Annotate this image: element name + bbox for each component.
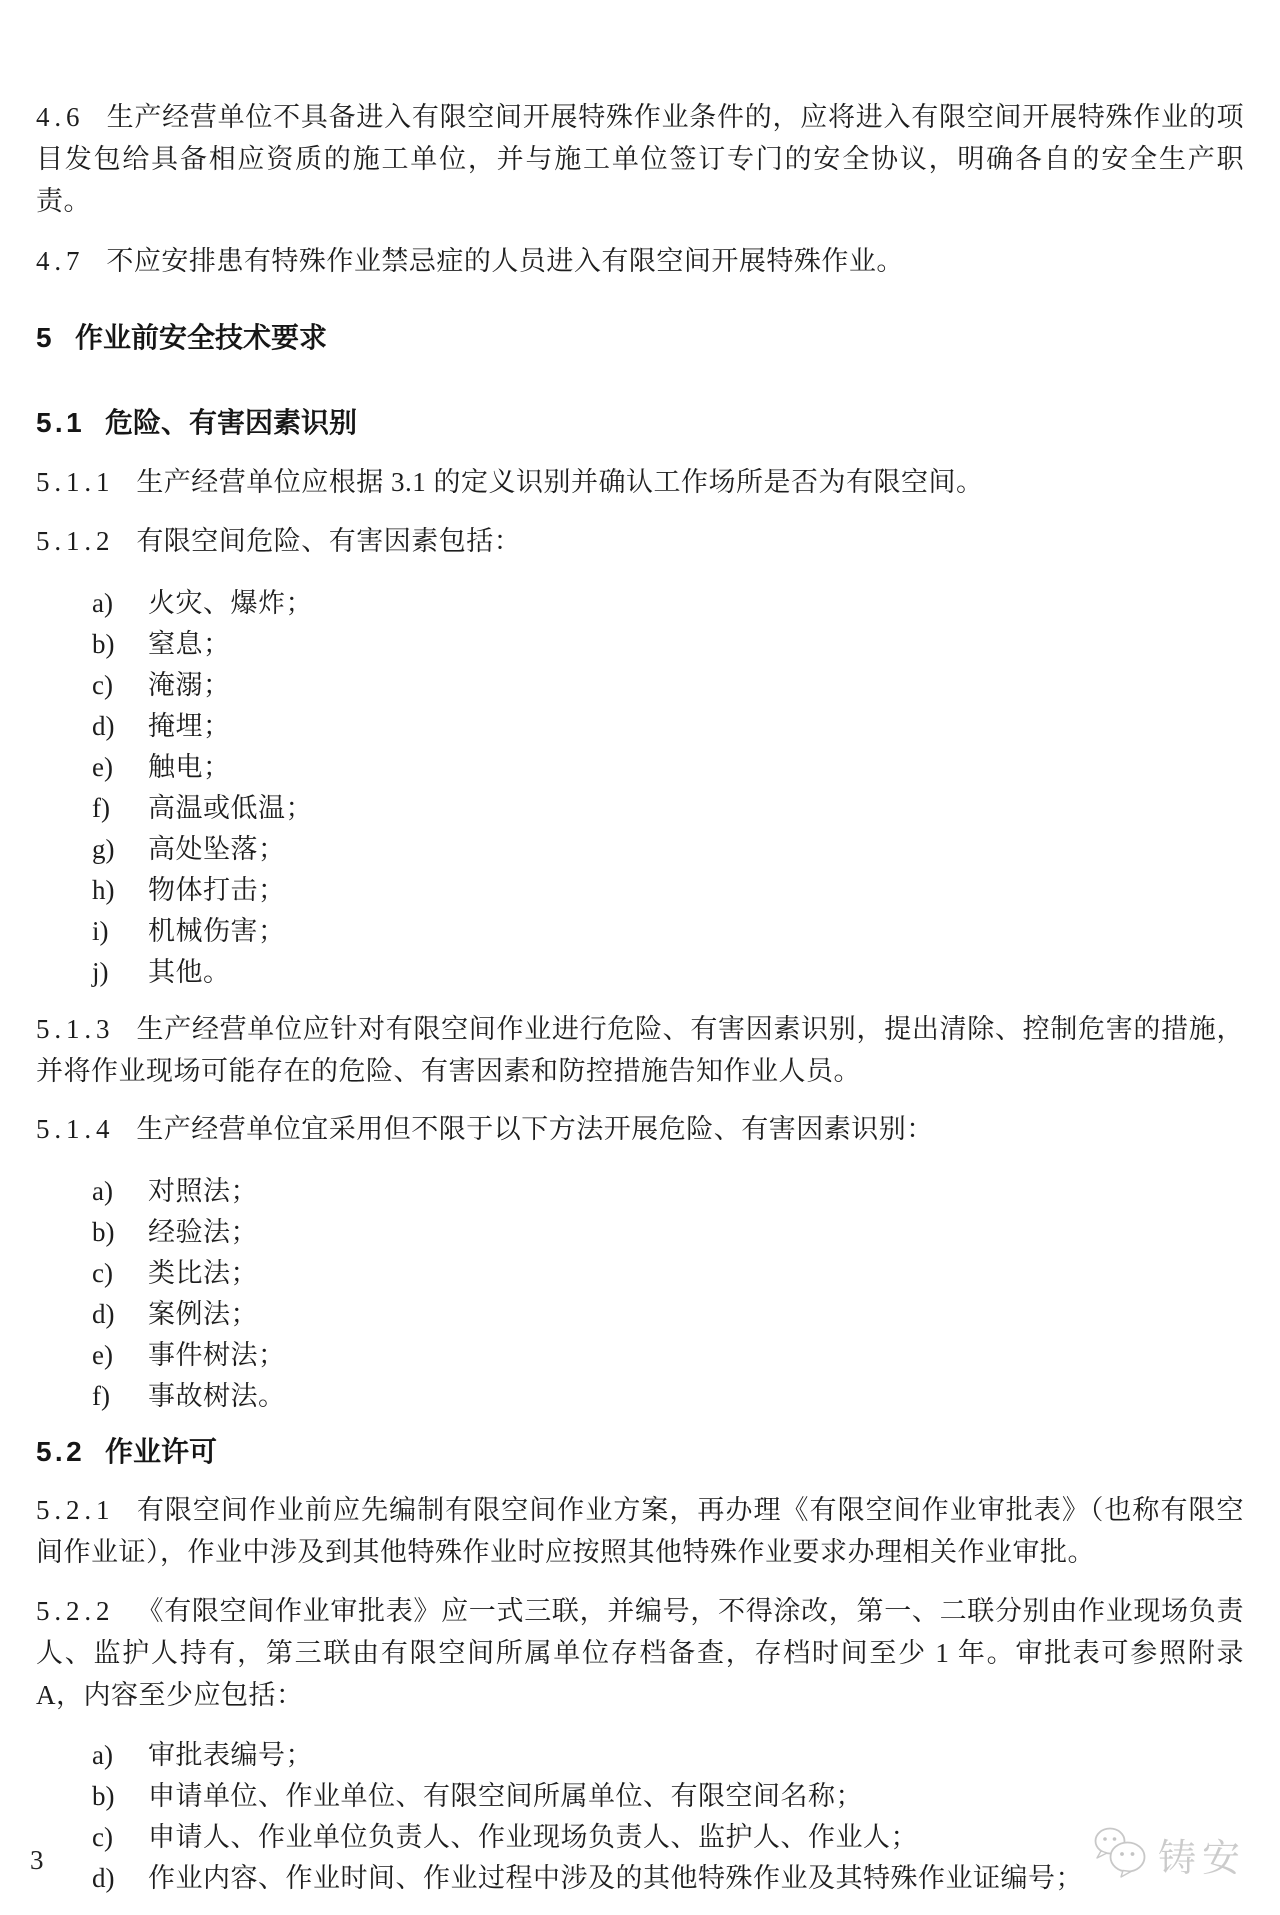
clause-5-1-2 bbox=[36, 520, 1244, 562]
clause-number: 5.1.4 bbox=[36, 1114, 115, 1144]
list-marker: c) bbox=[92, 670, 113, 700]
list-text: 作业内容、作业时间、作业过程中涉及的其他特殊作业及其特殊作业证编号； bbox=[148, 1863, 1083, 1893]
list-text: 窒息； bbox=[148, 629, 231, 659]
list-item bbox=[92, 1376, 1244, 1417]
clause-4-7 bbox=[36, 240, 1244, 282]
page-number: 3 bbox=[30, 1845, 44, 1875]
list-marker: e) bbox=[92, 752, 113, 782]
clause-number: 5.1.3 bbox=[36, 1014, 115, 1044]
clause-number: 5.1.2 bbox=[36, 526, 115, 556]
clause-text: 有限空间危险、有害因素包括： bbox=[136, 526, 522, 556]
list-item bbox=[92, 1817, 1244, 1858]
list-item bbox=[92, 1776, 1244, 1817]
section-number: 5.2 bbox=[36, 1436, 86, 1467]
wechat-bubbles-icon bbox=[1092, 1826, 1148, 1883]
clause-text: 有限空间作业前应先编制有限空间作业方案，再办理《有限空间作业审批表》（也称有限空间作业证），作业中涉及到其他特殊作业时应按照其他特殊作业要求办理相关作业审批。 bbox=[36, 1495, 1244, 1567]
list-text: 案例法； bbox=[148, 1299, 258, 1329]
list-item bbox=[92, 665, 1244, 706]
list-item bbox=[92, 870, 1244, 911]
list-item bbox=[92, 1735, 1244, 1776]
list-text: 事故树法。 bbox=[148, 1381, 286, 1411]
section-number: 5 bbox=[36, 322, 55, 353]
list-text: 申请人、作业单位负责人、作业现场负责人、监护人、作业人； bbox=[148, 1822, 918, 1852]
list-text: 类比法； bbox=[148, 1258, 258, 1288]
list-text: 经验法； bbox=[148, 1217, 258, 1247]
list-marker: d) bbox=[92, 711, 115, 741]
list-item bbox=[92, 1171, 1244, 1212]
list-item bbox=[92, 788, 1244, 829]
section-heading-5-1 bbox=[36, 402, 1244, 444]
section-heading-5 bbox=[36, 317, 1244, 359]
clause-text: 生产经营单位宜采用但不限于以下方法开展危险、有害因素识别： bbox=[136, 1114, 934, 1144]
list-item bbox=[92, 706, 1244, 747]
section-title: 危险、有害因素识别 bbox=[105, 407, 358, 438]
list-marker: a) bbox=[92, 1176, 113, 1206]
section-title: 作业许可 bbox=[105, 1436, 218, 1467]
list-marker: b) bbox=[92, 1781, 115, 1811]
section-number: 5.1 bbox=[36, 407, 86, 438]
list-item bbox=[92, 829, 1244, 870]
list-marker: f) bbox=[92, 1381, 110, 1411]
list-marker: i) bbox=[92, 916, 109, 946]
clause-text: 生产经营单位不具备进入有限空间开展特殊作业条件的，应将进入有限空间开展特殊作业的项目发包给具备相应资质的施工单位，并与施工单位签订专门的安全协议，明确各自的安全生产职责。 bbox=[36, 102, 1244, 216]
list-marker: c) bbox=[92, 1258, 113, 1288]
section-title: 作业前安全技术要求 bbox=[74, 322, 327, 353]
list-text: 火灾、爆炸； bbox=[148, 588, 313, 618]
clause-number: 5.2.2 bbox=[36, 1596, 115, 1626]
clause-5-2-2 bbox=[36, 1590, 1244, 1716]
document-body bbox=[36, 0, 1244, 1899]
clause-text: 生产经营单位应根据 3.1 的定义识别并确认工作场所是否为有限空间。 bbox=[136, 467, 984, 497]
clause-text: 不应安排患有特殊作业禁忌症的人员进入有限空间开展特殊作业。 bbox=[106, 246, 904, 276]
list-marker: d) bbox=[92, 1299, 115, 1329]
list-text: 机械伤害； bbox=[148, 916, 286, 946]
list-item bbox=[92, 747, 1244, 788]
list-text: 申请单位、作业单位、有限空间所属单位、有限空间名称； bbox=[148, 1781, 863, 1811]
list-marker: c) bbox=[92, 1822, 113, 1852]
watermark bbox=[1092, 1826, 1246, 1883]
list-item bbox=[92, 911, 1244, 952]
list-text: 掩埋； bbox=[148, 711, 231, 741]
clause-number: 4.7 bbox=[36, 246, 85, 276]
clause-text: 《有限空间作业审批表》应一式三联，并编号，不得涂改，第一、二联分别由作业现场负责人、监护人持有，第三联由有限空间所属单位存档备查，存档时间至少 1 年。审批表可参照附录 A，内容至少应包括： bbox=[36, 1596, 1244, 1710]
list-marker: d) bbox=[92, 1863, 115, 1893]
clause-4-6 bbox=[36, 96, 1244, 222]
list-marker: g) bbox=[92, 834, 115, 864]
permit-content-list bbox=[36, 1735, 1244, 1899]
list-item bbox=[92, 1253, 1244, 1294]
list-marker: j) bbox=[92, 957, 109, 987]
list-item bbox=[92, 952, 1244, 993]
clause-5-2-1 bbox=[36, 1489, 1244, 1573]
clause-number: 5.1.1 bbox=[36, 467, 115, 497]
list-item bbox=[92, 1858, 1244, 1899]
list-text: 物体打击； bbox=[148, 875, 286, 905]
clause-text: 生产经营单位应针对有限空间作业进行危险、有害因素识别，提出清除、控制危害的措施，并将作业现场可能存在的危险、有害因素和防控措施告知作业人员。 bbox=[36, 1014, 1244, 1086]
list-text: 对照法； bbox=[148, 1176, 258, 1206]
hazard-list bbox=[36, 583, 1244, 993]
list-text: 触电； bbox=[148, 752, 231, 782]
clause-5-1-4 bbox=[36, 1108, 1244, 1150]
section-heading-5-2 bbox=[36, 1431, 1244, 1473]
list-text: 高处坠落； bbox=[148, 834, 286, 864]
list-item bbox=[92, 583, 1244, 624]
clause-5-1-1 bbox=[36, 461, 1244, 503]
method-list bbox=[36, 1171, 1244, 1417]
list-text: 事件树法； bbox=[148, 1340, 286, 1370]
watermark-text: 铸安 bbox=[1157, 1838, 1246, 1880]
list-item bbox=[92, 1294, 1244, 1335]
list-marker: e) bbox=[92, 1340, 113, 1370]
list-marker: f) bbox=[92, 793, 110, 823]
list-marker: b) bbox=[92, 1217, 115, 1247]
list-text: 审批表编号； bbox=[148, 1740, 313, 1770]
list-text: 其他。 bbox=[148, 957, 231, 987]
clause-number: 4.6 bbox=[36, 102, 85, 132]
list-item bbox=[92, 1212, 1244, 1253]
clause-number: 5.2.1 bbox=[36, 1495, 115, 1525]
list-marker: b) bbox=[92, 629, 115, 659]
list-marker: a) bbox=[92, 1740, 113, 1770]
list-text: 淹溺； bbox=[148, 670, 231, 700]
list-item bbox=[92, 1335, 1244, 1376]
list-text: 高温或低温； bbox=[148, 793, 313, 823]
list-marker: a) bbox=[92, 588, 113, 618]
list-item bbox=[92, 624, 1244, 665]
list-marker: h) bbox=[92, 875, 115, 905]
clause-5-1-3 bbox=[36, 1008, 1244, 1092]
